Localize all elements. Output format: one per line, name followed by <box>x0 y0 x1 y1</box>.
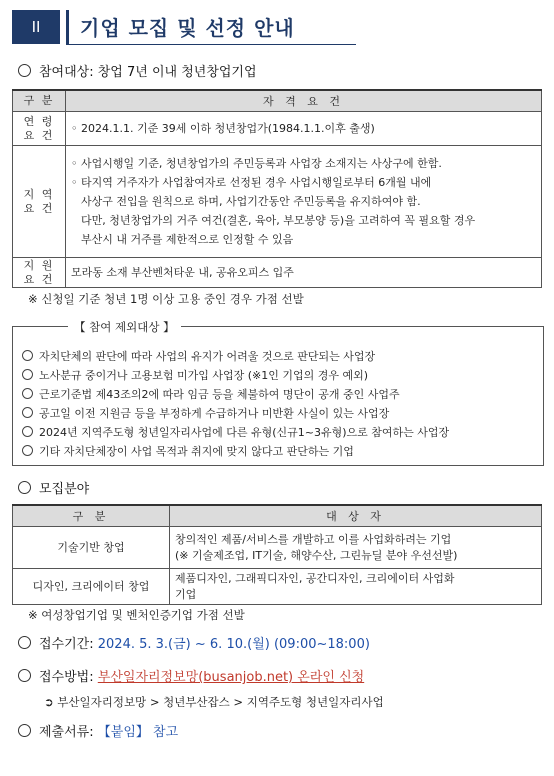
fields-note: ※ 여성창업기업 및 벤처인증기업 가점 선발 <box>28 608 245 622</box>
table-header-requirements: 자 격 요 건 <box>66 90 542 112</box>
section-title: 기업 모집 및 선정 안내 <box>80 16 295 40</box>
header-divider <box>66 10 69 44</box>
circle-bullet-icon <box>18 724 31 737</box>
eligibility-heading <box>18 61 257 80</box>
method-line <box>18 666 364 685</box>
list-item: 공고일 이전 지원금 등을 부정하게 수급하거나 미반환 사실이 있는 사업장 <box>22 404 449 423</box>
table-header-target: 대 상 자 <box>170 505 542 527</box>
circle-bullet-icon <box>18 481 31 494</box>
row-category: 지 역 요 건 <box>13 146 66 258</box>
row-category: 디자인, 크리에이터 창업 <box>13 569 170 605</box>
row-content: ◦ 2024.1.1. 기준 39세 이하 청년창업가(1984.1.1.이후 출생) <box>66 112 542 146</box>
circle-bullet-icon <box>22 369 33 380</box>
method-path: ➲ 부산일자리정보망 > 청년부산잡스 > 지역주도형 청년일자리사업 <box>44 695 384 709</box>
method-label: 접수방법: <box>39 670 94 685</box>
table-row <box>13 569 542 605</box>
circle-bullet-icon <box>18 636 31 649</box>
row-category: 기술기반 창업 <box>13 527 170 569</box>
period-value: 2024. 5. 3.(금) ~ 6. 10.(월) (09:00~18:00) <box>97 637 370 652</box>
circle-bullet-icon <box>22 426 33 437</box>
eligibility-label: 참여대상: 창업 7년 이내 청년창업기업 <box>39 65 257 80</box>
documents-label: 제출서류: <box>39 725 94 740</box>
eligibility-note: ※ 신청일 기준 청년 1명 이상 고용 중인 경우 가점 선발 <box>28 292 304 306</box>
circle-bullet-icon <box>22 388 33 399</box>
row-content: ◦ 사업시행일 기준, 청년창업가의 주민등록과 사업장 소재지는 사상구에 한함. ◦ 타지역 거주자가 사업참여자로 선정된 경우 사업시행일로부터 6개월 내에 사상구 전입을 원칙으로 하며, 사업기간동안 주민등록을 유지하여야 함. 다만, 청년창업가의 거주 여건(결혼, 육아, 부모봉양 등)을 고려하여 꼭 필요할 경우 부산시 내 거주를 제한적으로 인정할 수 있음 <box>66 146 542 258</box>
row-content: 모라동 소재 부산벤처타운 내, 공유오피스 입주 <box>66 258 542 288</box>
excluded-title: 【 참여 제외대상 】 <box>68 319 181 335</box>
table-header-category: 구 분 <box>13 505 170 527</box>
row-content: 창의적인 제품/서비스를 개발하고 이를 사업화하려는 기업 (※ 기술제조업, IT기술, 해양수산, 그린뉴딜 분야 우선선발) <box>170 527 542 569</box>
fields-label: 모집분야 <box>39 482 90 497</box>
circle-bullet-icon <box>22 407 33 418</box>
eligibility-table <box>12 89 542 288</box>
period-line <box>18 633 370 652</box>
row-content: 제품디자인, 그래픽디자인, 공간디자인, 크리에이터 사업화 기업 <box>170 569 542 605</box>
table-header-category: 구 분 <box>13 90 66 112</box>
list-item: 근로기준법 제43조의2에 따라 임금 등을 체불하여 명단이 공개 중인 사업주 <box>22 385 449 404</box>
section-number-badge: II <box>12 10 60 44</box>
fields-heading <box>18 478 89 497</box>
circle-bullet-icon <box>22 445 33 456</box>
excluded-list <box>22 347 449 461</box>
table-row <box>13 258 542 288</box>
circle-bullet-icon <box>18 64 31 77</box>
fields-table <box>12 504 542 605</box>
table-row <box>13 146 542 258</box>
circle-bullet-icon <box>18 669 31 682</box>
title-underline <box>66 44 356 45</box>
table-row <box>13 527 542 569</box>
list-item: 기타 자치단체장이 사업 목적과 취지에 맞지 않다고 판단하는 기업 <box>22 442 449 461</box>
circle-bullet-icon <box>22 350 33 361</box>
list-item: 2024년 지역주도형 청년일자리사업에 다른 유형(신규1~3유형)으로 참여하는 사업장 <box>22 423 449 442</box>
period-label: 접수기간: <box>39 637 94 652</box>
row-category: 지 원 요 건 <box>13 258 66 288</box>
documents-line <box>18 721 178 740</box>
list-item: 자치단체의 판단에 따라 사업의 유지가 어려울 것으로 판단되는 사업장 <box>22 347 449 366</box>
apply-link[interactable]: 부산일자리정보망(busanjob.net) 온라인 신청 <box>97 670 365 685</box>
row-category: 연 령 요 건 <box>13 112 66 146</box>
list-item: 노사분규 중이거나 고용보험 미가입 사업장 (※1인 기업의 경우 예외) <box>22 366 449 385</box>
documents-value: 참고 <box>153 725 179 740</box>
attachment-tag: 【붙임】 <box>97 725 149 740</box>
table-row <box>13 112 542 146</box>
